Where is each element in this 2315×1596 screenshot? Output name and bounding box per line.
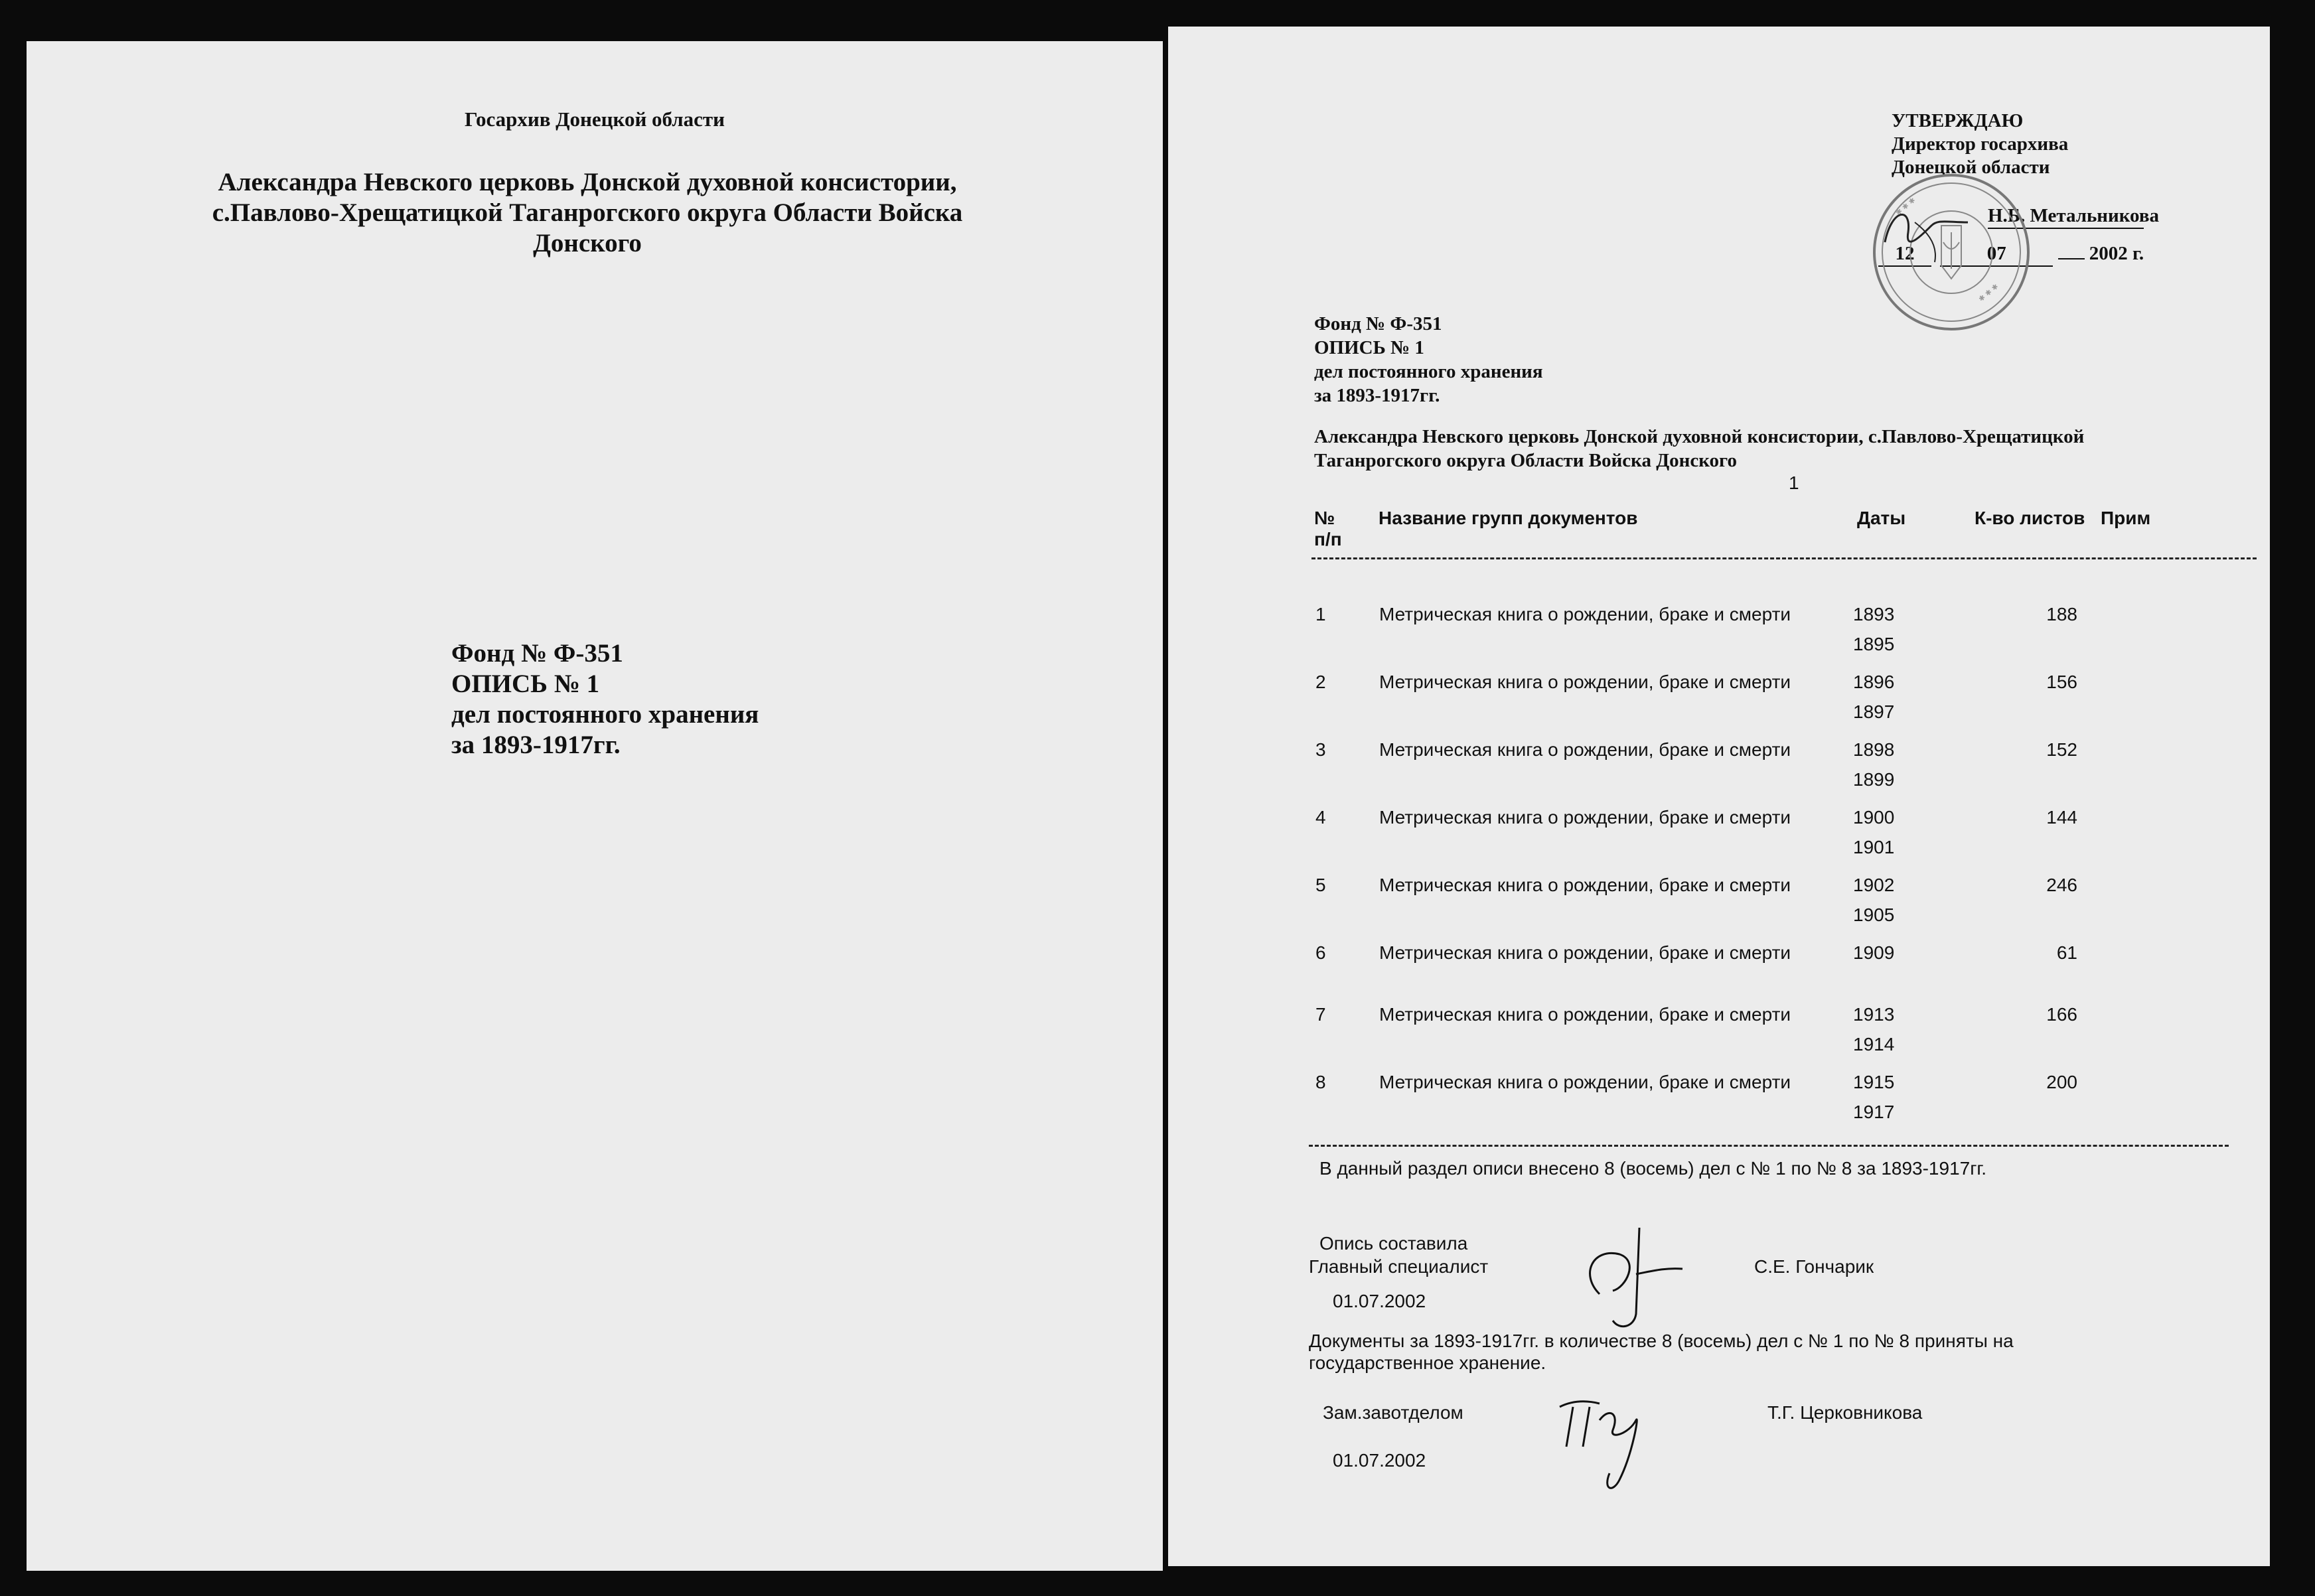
- row-7-date-end: 1914: [1853, 1034, 1895, 1054]
- page-number: 1: [1789, 472, 1799, 493]
- deputy-position: Зам.завотделом: [1323, 1402, 1463, 1423]
- row-1-name: Метрическая книга о рождении, браке и смерти: [1379, 604, 1791, 624]
- header-num-line-2: п/п: [1314, 529, 1342, 549]
- row-3-date-start: 1898: [1853, 739, 1895, 760]
- row-4-sheets: 144: [2046, 807, 2077, 828]
- row-7-num: 7: [1315, 1004, 1326, 1025]
- row-5-date-start: 1902: [1853, 875, 1895, 895]
- row-2-name: Метрическая книга о рождении, браке и смерти: [1379, 672, 1791, 692]
- row-5-num: 5: [1315, 875, 1326, 895]
- row-5-sheets: 246: [2046, 875, 2077, 895]
- header-divider: [1311, 557, 2257, 559]
- row-8-sheets: 200: [2046, 1072, 2077, 1092]
- header-name: Название групп документов: [1379, 508, 1638, 528]
- fund-title-line-1: Александра Невского церковь Донской духовной консистории, с.Павлово-Хрещатицкой: [1314, 426, 2085, 447]
- row-4-date-end: 1901: [1853, 837, 1895, 857]
- deputy-date: 01.07.2002: [1333, 1450, 1426, 1471]
- approval-month: 07: [1940, 242, 2053, 267]
- row-4-num: 4: [1315, 807, 1326, 828]
- row-7-sheets: 166: [2046, 1004, 2077, 1025]
- row-7-name: Метрическая книга о рождении, браке и смерти: [1379, 1004, 1791, 1025]
- header-note: Прим: [2101, 508, 2151, 528]
- row-2-date-start: 1896: [1853, 672, 1895, 692]
- compiled-label: Опись составила: [1319, 1233, 1468, 1254]
- approval-position-1: Директор госархива: [1892, 133, 2069, 155]
- row-1-date-start: 1893: [1853, 604, 1895, 624]
- row-3-sheets: 152: [2046, 739, 2077, 760]
- opis-number: ОПИСЬ № 1: [1314, 337, 1424, 358]
- opis-number: ОПИСЬ № 1: [451, 670, 600, 698]
- footer-divider: [1309, 1145, 2229, 1147]
- row-2-sheets: 156: [2046, 672, 2077, 692]
- row-6-date-start: 1909: [1853, 942, 1895, 963]
- header-num-line-1: №: [1314, 508, 1335, 528]
- row-3-name: Метрическая книга о рождении, браке и смерти: [1379, 739, 1791, 760]
- row-1-sheets: 188: [2046, 604, 2077, 624]
- approval-position-2: Донецкой области: [1892, 157, 2050, 178]
- compiled-date: 01.07.2002: [1333, 1291, 1426, 1311]
- row-8-date-start: 1915: [1853, 1072, 1895, 1092]
- row-5-date-end: 1905: [1853, 905, 1895, 925]
- cover-page: [27, 41, 1163, 1571]
- row-7-date-start: 1913: [1853, 1004, 1895, 1025]
- deputy-name: Т.Г. Церковникова: [1767, 1402, 1923, 1423]
- svg-text:✱ ✱ ✱: ✱ ✱ ✱: [1977, 282, 2000, 304]
- header-num: [1314, 508, 1342, 550]
- storage-type: дел постоянного хранения: [1314, 361, 1543, 382]
- header-sheets: К-во листов: [1975, 508, 2085, 528]
- acceptance-line-1: Документы за 1893-1917гг. в количестве 8 (восемь) дел с № 1 по № 8 приняты на: [1309, 1331, 2014, 1351]
- inventory-page: [1168, 27, 2270, 1566]
- acceptance-line-2: государственное хранение.: [1309, 1352, 1546, 1373]
- row-6-sheets: 61: [2056, 942, 2077, 963]
- row-3-num: 3: [1315, 739, 1326, 760]
- row-6-name: Метрическая книга о рождении, браке и смерти: [1379, 942, 1791, 963]
- compiled-position: Главный специалист: [1309, 1256, 1489, 1277]
- director-signature-icon: [1875, 196, 1975, 275]
- row-4-date-start: 1900: [1853, 807, 1895, 828]
- row-2-num: 2: [1315, 672, 1326, 692]
- approval-heading: УТВЕРЖДАЮ: [1892, 110, 2024, 131]
- fund-title: Александра Невского церковь Донской духовной консистории, с.Павлово-Хрещатицкой Таганрогского округа Области Войска Донского: [212, 168, 963, 257]
- approval-day: 12: [1878, 242, 1931, 267]
- fond-block: [451, 638, 759, 761]
- fond-number: Фонд № Ф-351: [451, 639, 623, 668]
- row-6-num: 6: [1315, 942, 1326, 963]
- row-3-date-end: 1899: [1853, 769, 1895, 790]
- period: за 1893-1917гг.: [451, 731, 621, 759]
- archive-name: Госархив Донецкой области: [464, 108, 725, 131]
- row-8-num: 8: [1315, 1072, 1326, 1092]
- compiler-signature-icon: [1573, 1214, 1692, 1334]
- row-8-date-end: 1917: [1853, 1102, 1895, 1122]
- header-dates: Даты: [1857, 508, 1906, 528]
- deputy-signature-icon: [1546, 1380, 1653, 1500]
- fond-number: Фонд № Ф-351: [1314, 313, 1442, 334]
- approval-year: 2002 г.: [2089, 243, 2144, 264]
- storage-type: дел постоянного хранения: [451, 700, 759, 729]
- row-1-date-end: 1895: [1853, 634, 1895, 654]
- row-1-num: 1: [1315, 604, 1326, 624]
- approval-name-text: Н.Б. Метальникова: [1988, 205, 2159, 226]
- svg-text:✱ ✱ ✱: ✱ ✱ ✱: [1894, 196, 1917, 218]
- row-5-name: Метрическая книга о рождении, браке и смерти: [1379, 875, 1791, 895]
- period: за 1893-1917гг.: [1314, 385, 1440, 406]
- compiled-name: С.Е. Гончарик: [1754, 1256, 1874, 1277]
- row-8-name: Метрическая книга о рождении, браке и смерти: [1379, 1072, 1791, 1092]
- fund-title-line-2: Таганрогского округа Области Войска Донского: [1314, 450, 1737, 471]
- row-4-name: Метрическая книга о рождении, браке и смерти: [1379, 807, 1791, 828]
- row-2-date-end: 1897: [1853, 701, 1895, 722]
- summary-text: В данный раздел описи внесено 8 (восемь) дел с № 1 по № 8 за 1893-1917гг.: [1319, 1158, 1987, 1179]
